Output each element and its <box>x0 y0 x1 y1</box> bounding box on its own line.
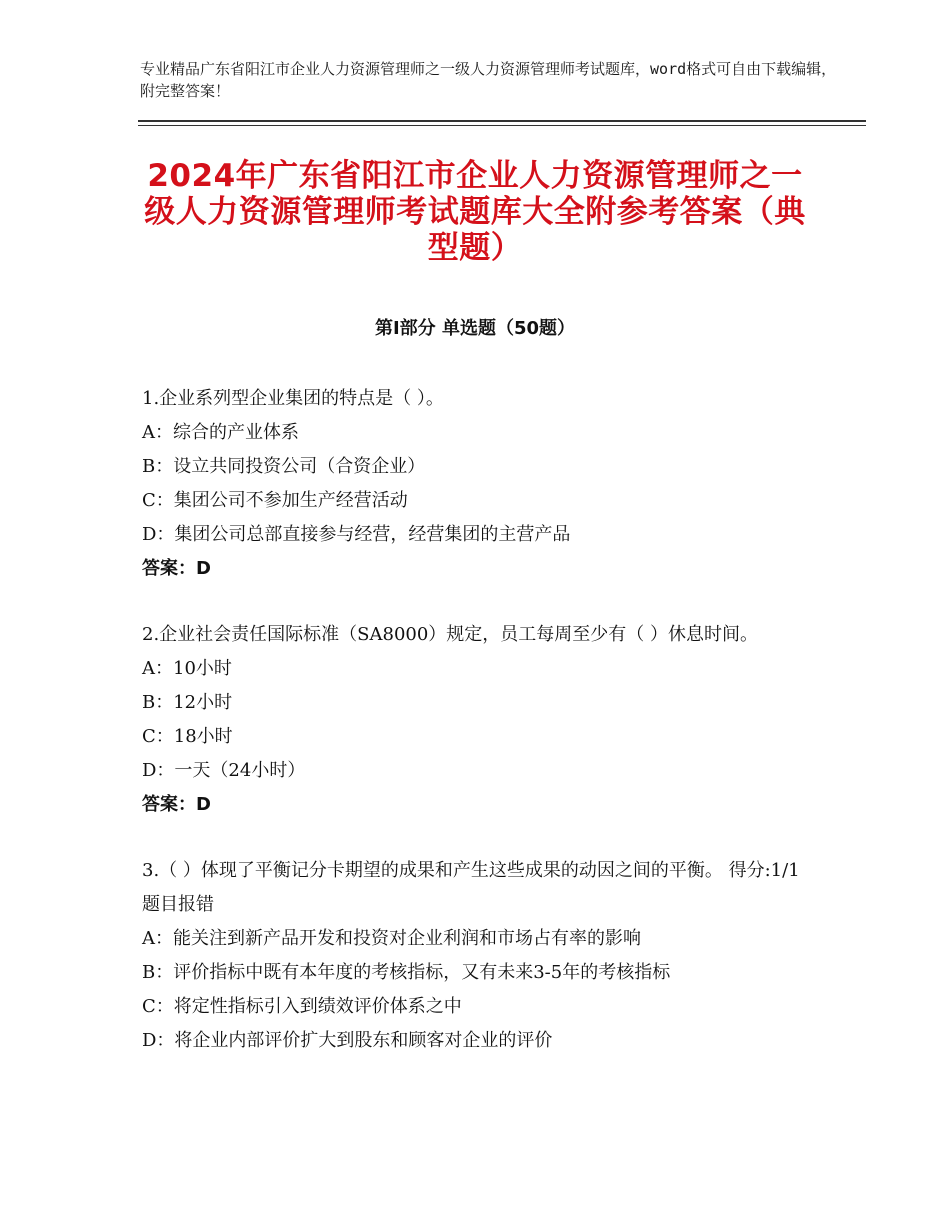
document-title: 2024年广东省阳江市企业人力资源管理师之一级人力资源管理师考试题库大全附参考答案（典型题） <box>144 158 806 266</box>
option-d: D：将企业内部评价扩大到股东和顾客对企业的评价 <box>142 1030 553 1051</box>
question-stem: 1.企业系列型企业集团的特点是（ ）。 <box>142 388 444 409</box>
section-title: 第Ⅰ部分 单选题（50题） <box>374 318 575 339</box>
header-divider-thick <box>138 120 866 122</box>
question-stem: 3.（ ）体现了平衡记分卡期望的成果和产生这些成果的动因之间的平衡。 得分:1/1 题目报错 <box>142 860 800 915</box>
option-d: D：集团公司总部直接参与经营，经营集团的主营产品 <box>142 524 571 545</box>
option-d: D：一天（24小时） <box>142 760 306 781</box>
option-c: C：集团公司不参加生产经营活动 <box>142 490 408 511</box>
question-list <box>142 382 812 1090</box>
header-divider-thin <box>138 125 866 126</box>
question-2 <box>142 618 812 822</box>
question-1 <box>142 382 812 586</box>
question-3 <box>142 854 812 1058</box>
answer: 答案：D <box>142 794 211 815</box>
option-b: B：设立共同投资公司（合资企业） <box>142 456 426 477</box>
option-a: A：能关注到新产品开发和投资对企业利润和市场占有率的影响 <box>142 928 641 949</box>
option-c: C：18小时 <box>142 726 233 747</box>
header-note: 专业精品广东省阳江市企业人力资源管理师之一级人力资源管理师考试题库，word格式可自由下载编辑，附完整答案！ <box>140 60 837 100</box>
question-stem: 2.企业社会责任国际标准（SA8000）规定，员工每周至少有（ ）休息时间。 <box>142 624 759 645</box>
option-b: B：12小时 <box>142 692 233 713</box>
option-b: B：评价指标中既有本年度的考核指标，又有未来3-5年的考核指标 <box>142 962 671 983</box>
option-a: A：综合的产业体系 <box>142 422 299 443</box>
answer: 答案：D <box>142 558 211 579</box>
option-c: C：将定性指标引入到绩效评价体系之中 <box>142 996 462 1017</box>
option-a: A：10小时 <box>142 658 232 679</box>
